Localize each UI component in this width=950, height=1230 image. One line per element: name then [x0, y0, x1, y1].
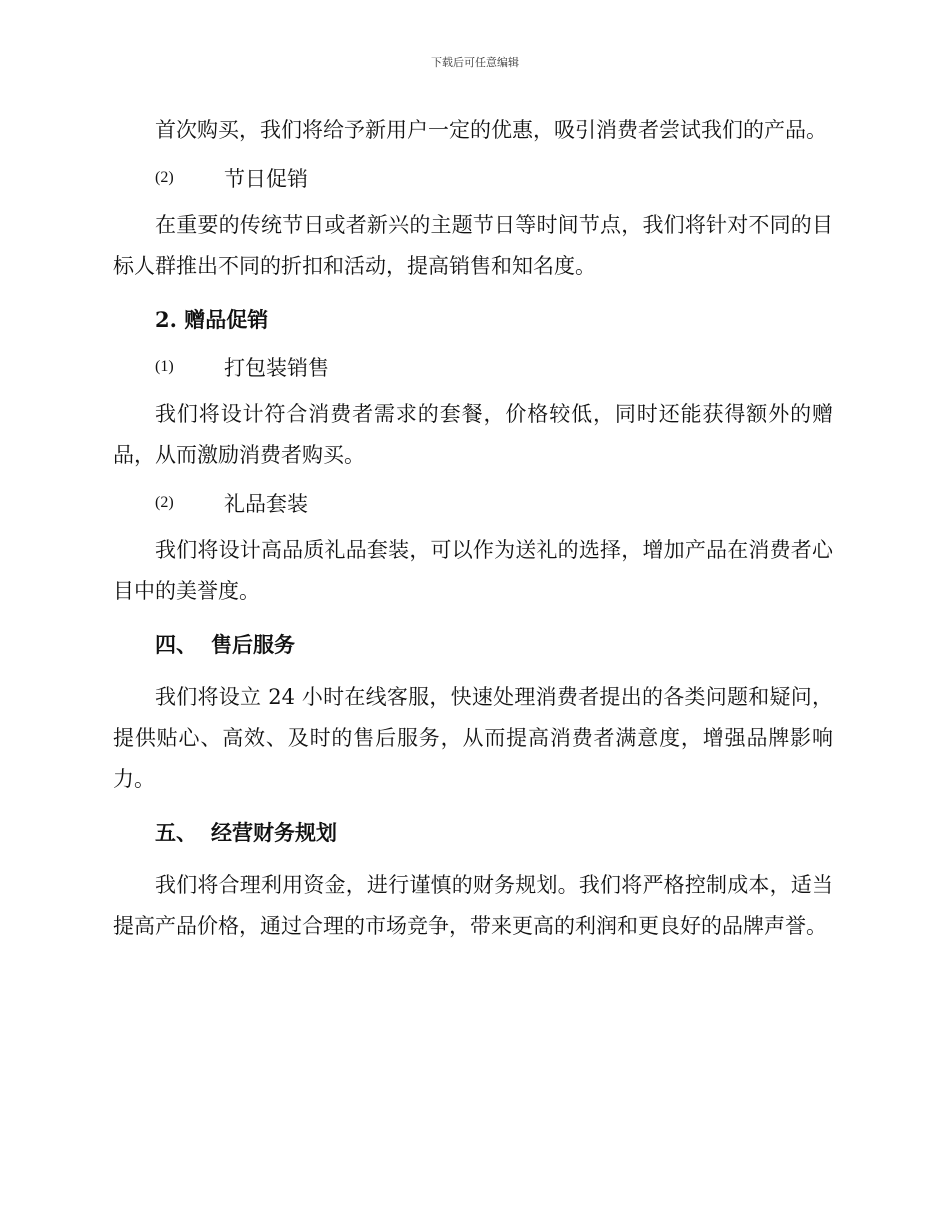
- subsection-title: 礼品套装: [224, 492, 308, 516]
- subsection-title: 打包装销售: [224, 356, 329, 380]
- subsection-number: (2): [155, 169, 174, 186]
- subsection-title: 节日促销: [224, 167, 308, 191]
- paragraph-bundle: 我们将设计符合消费者需求的套餐，价格较低，同时还能获得额外的赠品，从而激励消费者购买。: [113, 402, 833, 467]
- subsection-holiday-promotion: [113, 163, 833, 193]
- subsection-bundle-sales: [113, 352, 833, 382]
- paragraph-holiday: 在重要的传统节日或者新兴的主题节日等时间节点，我们将针对不同的目标人群推出不同的折扣和活动，提高销售和知名度。: [113, 213, 833, 278]
- document-body: [113, 110, 833, 959]
- page-header: 下载后可任意编辑: [431, 56, 519, 69]
- section-title: 售后服务: [211, 632, 295, 657]
- paragraph-finance: 我们将合理利用资金，进行谨慎的财务规划。我们将严格控制成本，适当提高产品价格，通过合理的市场竞争，带来更高的利润和更良好的品牌声誉。: [113, 873, 833, 938]
- section-heading-finance: [113, 812, 833, 853]
- paragraph-after-sales: 我们将设立 24 小时在线客服，快速处理消费者提出的各类问题和疑问，提供贴心、高效、及时的售后服务，从而提高消费者满意度，增强品牌影响力。: [113, 685, 833, 791]
- paragraph-first-purchase: 首次购买，我们将给予新用户一定的优惠，吸引消费者尝试我们的产品。: [155, 118, 827, 142]
- subsection-number: (2): [155, 494, 174, 511]
- section-number: 四、: [155, 632, 197, 657]
- section-number: 五、: [155, 820, 197, 845]
- subsection-gift-set: [113, 488, 833, 518]
- subsection-number: (1): [155, 358, 174, 375]
- section-heading-after-sales: [113, 624, 833, 665]
- section-heading-gift-promotion: 2. 赠品促销: [155, 307, 269, 332]
- section-title: 经营财务规划: [211, 820, 337, 845]
- paragraph-gift-set: 我们将设计高品质礼品套装，可以作为送礼的选择，增加产品在消费者心目中的美誉度。: [113, 538, 833, 603]
